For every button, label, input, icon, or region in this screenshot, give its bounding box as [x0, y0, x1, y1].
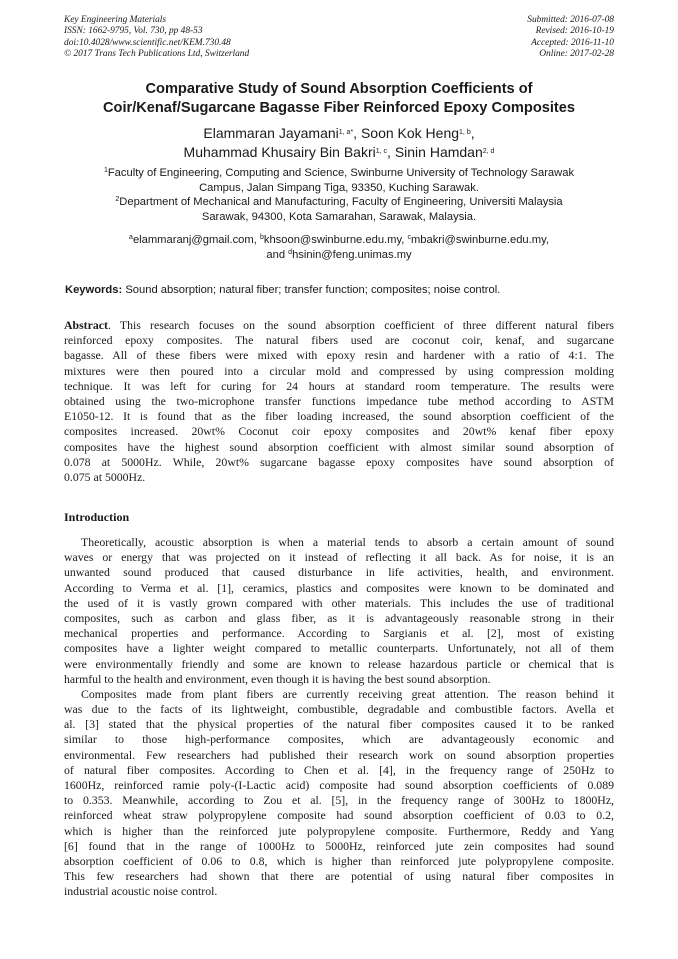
body-line: composites have a lighter weight compared to metallic counterparts. Unfortunately, not all of them — [64, 641, 614, 656]
issn-line: ISSN: 1662-9795, Vol. 730, pp 48-53 — [64, 26, 203, 37]
body-line: which is higher than the reinforced jute polypropylene composite. Furthermore, Reddy and Yang — [64, 823, 614, 838]
affiliation-text: Campus, Jalan Simpang Tiga, 93350, Kuching Sarawak. — [199, 181, 479, 194]
author-list: Elammaran Jayamani$^{1, a*}$, Soon Kok Heng$^{1, b}$, Muhammad Khusairy Bin Bakri$^{1, c}$, Sinin Hamdan$^{2, d}$ — [183, 125, 495, 160]
body-line: This few researchers had shown that there are potential of using natural fiber composites in — [64, 869, 614, 884]
email-mark: d — [288, 248, 293, 256]
email-link[interactable]: khsoon@swinburne.edu.my — [263, 234, 402, 246]
abstract-line: 0.075 at 5000Hz. — [64, 469, 146, 484]
author-name: Sinin Hamdan — [394, 143, 483, 160]
body-line: similar to those high-performance composites, which are advantageously economic and — [64, 732, 614, 747]
email-mark: a — [129, 234, 133, 241]
affiliation-text: Faculty of Engineering, Computing and Science, Swinburne University of Technology Sarawak — [107, 167, 575, 179]
body-line: al. [3] stated that the physical properties of the natural fiber composites caused it to be ranked — [64, 717, 614, 732]
keywords-label: Keywords: — [65, 284, 123, 296]
body-line: waves or energy that was projected on it instead of reflecting it all back. As for noise, it is an — [64, 550, 614, 565]
email-link[interactable]: elammaranj@gmail.com — [132, 234, 254, 246]
abstract-line: E1050-12. It is found that as the fiber loading increased, the sound absorption coefficient of the — [64, 409, 614, 424]
abstract-line: technique. It was left for curing for 24 hours at standard room temperature. The results were — [64, 378, 614, 393]
body-line: absorption coefficient of 0.06 to 0.8, which is higher than reinforced jute polypropylene composite. — [64, 853, 614, 868]
author-name: Muhammad Khusairy Bin Bakri — [183, 143, 376, 160]
abstract-label: Abstract — [64, 318, 108, 332]
email-conjunction: and — [266, 248, 286, 261]
abstract-line: bagasse. All of these fibers were mixed with epoxy resin and hardener with a ratio of 4:1. The — [64, 348, 614, 363]
abstract-line: composites have the highest sound absorption coefficient with almost similar sound absorption of — [64, 439, 614, 454]
body-line: reinforced wheat straw polypropylene composite had sound absorption coefficient of 0.03 to 0.2, — [64, 808, 614, 823]
email-mark: c — [407, 234, 411, 241]
body-line: environmental. Few researchers had published their research work on sound absorption properties — [64, 747, 614, 762]
abstract-line: Abstract. This research focuses on the sound absorption coefficient of three different natural fibers — [64, 318, 614, 332]
accepted-date: Accepted: 2016-11-10 — [531, 37, 614, 48]
email-link[interactable]: hsinin@feng.unimas.my — [292, 248, 412, 261]
affiliations — [40, 166, 638, 224]
body-line: the used of it is vastly grown compared with other materials. This includes the use of traditional — [64, 595, 614, 610]
abstract — [64, 318, 614, 485]
body-line: mechanical properties and performance. According to Sargianis et al. [2], most of existing — [64, 626, 614, 641]
author-affiliation-mark: 1, a* — [338, 129, 354, 136]
journal-info — [64, 15, 249, 61]
abstract-line: obtained using the two-microphone transfer functions impedance tube method according to ASTM — [64, 393, 614, 408]
body-line: harmful to the health and environment, even though it is having the best sound absorption. — [64, 671, 491, 686]
title-line: Coir/Kenaf/Sugarcane Bagasse Fiber Reinforced Epoxy Composites — [103, 100, 575, 116]
submitted-date: Submitted: 2016-07-08 — [527, 15, 614, 25]
abstract-line: 0.078 at 5000Hz. While, 20wt% sugarcane bagasse epoxy composites have sound absorption of — [64, 454, 614, 469]
affiliation-text: Department of Mechanical and Manufacturing, Faculty of Engineering, Universiti Malaysia — [119, 196, 563, 209]
introduction-body — [64, 535, 614, 900]
body-line: According to Verma et al. [1], ceramics, plastics and composites were known to be dominated and — [64, 580, 614, 595]
body-line: Theoretically, acoustic absorption is when a material tends to absorb a certain amount of sound — [81, 535, 614, 549]
author-emails: $^a$elammaranj@gmail.com, $^b$khsoon@swinburne.edu.my, $^c$mbakri@swinburne.edu.my, and $^d$hsinin@feng.unimas.my — [129, 234, 549, 261]
author-name: Elammaran Jayamani — [203, 125, 339, 141]
abstract-line: reinforced epoxy composites. The natural fibers used are coconut coir, kenaf, and sugarcane — [64, 333, 614, 348]
body-line: were environmentally friendly and some are known to release hazardous particle or chemical that is — [64, 656, 614, 671]
keywords — [65, 283, 625, 297]
body-line: composites, such as carbon and glass fiber, as it is advantageously reasonable strong in their — [64, 610, 614, 625]
abstract-line: mixtures were then poured into a circular mold and compressed by using compression molding — [64, 363, 614, 378]
copyright-line: © 2017 Trans Tech Publications Ltd, Switzerland — [64, 49, 250, 60]
author-name: Soon Kok Heng — [360, 125, 460, 141]
revised-date: Revised: 2016-10-19 — [535, 26, 614, 37]
body-line: industrial acoustic noise control. — [64, 884, 218, 899]
body-line: to 0.353. Meanwhile, according to Zou et al. [5], in the frequency range of 300Hz to 1800Hz, — [64, 793, 614, 808]
author-affiliation-mark: 1, c — [375, 147, 388, 155]
abstract-line: composites increased. 20wt% Coconut coir epoxy composites and 20wt% kenaf fiber epoxy — [64, 424, 614, 439]
body-line: was due to the facts of its lightweight, combustible, degradable and combustible factors. Avella et — [64, 702, 614, 717]
body-line: unwanted sound produced that caused disturbance in life activities, health, and environment. — [64, 565, 614, 580]
keywords-text: Sound absorption; natural fiber; transfer function; composites; noise control. — [125, 284, 501, 296]
body-line: 1600Hz, reinforced ramie poly-(I-Lactic acid) composite had sound absorption coefficients of 0.089 — [64, 778, 614, 792]
affiliation-mark: 2 — [115, 196, 120, 204]
affiliation-text: Sarawak, 94300, Kota Samarahan, Sarawak, Malaysia. — [201, 210, 477, 223]
author-affiliation-mark: 2, d — [482, 147, 495, 155]
email-mark: b — [259, 234, 264, 241]
dates-info — [527, 15, 614, 61]
paper-title — [40, 80, 638, 118]
online-date: Online: 2017-02-28 — [539, 49, 614, 60]
body-line: of natural fiber composites. According to Chen et al. [4], in the frequency range of 250Hz to — [64, 762, 614, 777]
title-line: Comparative Study of Sound Absorption Coefficients of — [145, 81, 533, 97]
body-line: [6] found that in the range of 1000Hz to 5000Hz, reinforced jute zein composites had sound — [64, 838, 614, 853]
body-line: Composites made from plant fibers are currently receiving great attention. The reason behind it — [81, 686, 614, 701]
affiliation-mark: 1 — [103, 167, 108, 174]
email-link[interactable]: mbakri@swinburne.edu.my — [410, 234, 546, 246]
journal-name: Key Engineering Materials — [64, 15, 167, 25]
section-heading: Introduction — [64, 510, 130, 524]
author-affiliation-mark: 1, b — [459, 129, 471, 136]
doi-line[interactable]: doi:10.4028/www.scientific.net/KEM.730.48 — [64, 37, 231, 48]
